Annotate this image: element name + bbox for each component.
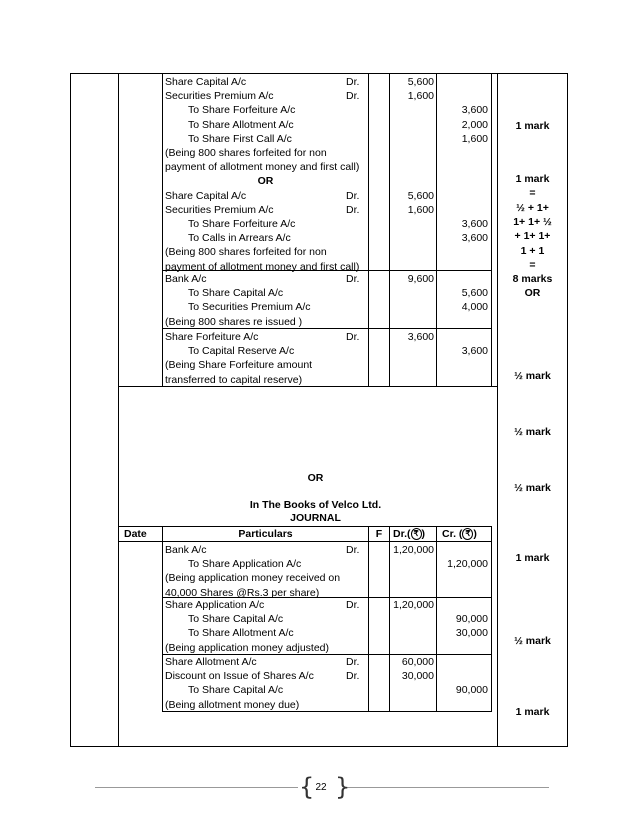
header-date: Date [124,528,147,540]
debit-amount: 1,600 [407,203,434,216]
credit-amount: 90,000 [455,613,488,626]
mark-4: ½ mark [514,426,551,438]
outer-top-border [70,73,568,74]
particulars-text: Securities Premium A/c [165,90,274,103]
outer-bottom-border [70,746,568,747]
mark-8: 1 mark [515,706,550,718]
inner1-particulars-left [162,73,163,386]
rupee-icon: ₹ [462,528,473,540]
particulars-text: To Share Forfeiture A/c [188,104,296,117]
credit-amount: 3,600 [461,345,488,358]
particulars-text: (Being 800 shares forfeited for non [165,246,327,259]
particulars-text: To Share Capital A/c [188,613,284,626]
credit-amount: 1,600 [461,132,488,145]
outer-left-border [70,73,71,746]
inner1-f-left [368,73,369,386]
particulars-text: payment of allotment money and first call) [165,260,360,273]
particulars-text: Share Forfeiture A/c [165,331,259,343]
header-debit: Dr.( ₹ ) [393,528,426,540]
debit-marker: Dr. [346,273,360,285]
outer-right-border [567,73,568,746]
debit-amount: 5,600 [407,189,434,202]
particulars-text: Bank A/c [165,544,207,556]
header-credit: Cr. ( ₹ ) [442,528,477,540]
debit-amount: 3,600 [407,331,434,343]
particulars-text: To Securities Premium A/c [188,301,311,314]
date-column-line [118,73,119,746]
mark-breakdown-line: OR [524,287,541,300]
inner2-particulars-left [162,526,163,712]
particulars-text: To Share Allotment A/c [188,118,294,131]
particulars-text: Share Application A/c [165,599,265,611]
mark-breakdown-line: = [529,187,536,200]
books-title: In The Books of Velco Ltd. [249,499,382,511]
particulars-text: Discount on Issue of Shares A/c [165,670,314,683]
particulars-text: To Share Capital A/c [188,684,284,697]
mark-breakdown-line: 1 + 1 [520,244,545,257]
particulars-text: Bank A/c [165,273,207,285]
credit-amount: 3,600 [461,232,488,245]
particulars-text: transferred to capital reserve) [165,373,303,386]
debit-amount: 1,600 [407,90,434,103]
footer-line-right [346,787,549,788]
rupee-icon: ₹ [411,528,422,540]
mark-6: 1 mark [515,552,550,564]
mark-breakdown-line: = [529,258,536,271]
debit-amount: 9,600 [407,273,434,285]
debit-marker: Dr. [346,331,360,343]
particulars-text: (Being allotment money due) [165,698,300,711]
particulars-text: To Share Capital A/c [188,287,284,300]
debit-marker: Dr. [346,76,360,88]
particulars-text: payment of allotment money and first call) [165,161,360,174]
credit-amount: 3,600 [461,218,488,230]
particulars-text: 40,000 Shares @Rs.3 per share) [165,586,320,599]
credit-amount: 2,000 [461,118,488,131]
particulars-text: To Share Forfeiture A/c [188,218,296,230]
particulars-text: Share Capital A/c [165,189,247,202]
particulars-text: (Being 800 shares re issued ) [165,315,303,328]
or-separator: OR [307,472,324,484]
particulars-text: Share Capital A/c [165,76,247,88]
particulars-text: To Share Application A/c [188,558,302,571]
particulars-text: (Being application money received on [165,572,341,585]
debit-amount: 30,000 [401,670,434,683]
credit-amount: 30,000 [455,627,488,640]
particulars-text: Securities Premium A/c [165,203,274,216]
credit-amount: 1,20,000 [447,558,488,571]
mark-5: ½ mark [514,482,551,494]
debit-marker: Dr. [346,670,360,683]
footer-brace-right: } [335,773,351,801]
journal-title: JOURNAL [290,512,341,524]
credit-amount: 4,000 [461,301,488,314]
mark-breakdown-line: ½ + 1+ [516,201,549,214]
mark-breakdown-line: 1+ 1+ ½ [513,215,552,228]
header-credit-label: Cr. ( [442,528,463,540]
footer-line-left [95,787,298,788]
particulars-text: To Share First Call A/c [188,132,292,145]
debit-marker: Dr. [346,544,360,556]
inner2-f-left [368,526,369,712]
debit-marker: Dr. [346,203,360,216]
header-particulars: Particulars [238,528,293,540]
debit-amount: 5,600 [407,76,434,88]
credit-amount: 3,600 [461,104,488,117]
mark-breakdown-line: 1 mark [515,173,550,185]
mark-7: ½ mark [514,635,551,647]
page-number: 22 [315,782,327,793]
particulars-text: OR [257,175,274,188]
particulars-text: (Being application money adjusted) [165,641,330,654]
particulars-text: To Share Allotment A/c [188,627,294,640]
credit-amount: 90,000 [455,684,488,697]
particulars-text: (Being 800 shares forfeited for non [165,147,327,159]
debit-marker: Dr. [346,656,360,668]
particulars-text: (Being Share Forfeiture amount [165,359,313,372]
particulars-text: To Capital Reserve A/c [188,345,295,358]
credit-amount: 5,600 [461,287,488,300]
debit-amount: 1,20,000 [393,544,434,556]
debit-marker: Dr. [346,90,360,103]
inner2-right [491,526,492,712]
mark-3: ½ mark [514,370,551,382]
debit-marker: Dr. [346,189,360,202]
mark-breakdown-line: + 1+ 1+ [514,230,551,243]
mark-1: 1 mark [515,120,550,132]
debit-amount: 60,000 [401,656,434,668]
footer-brace-left: { [299,773,315,801]
mark-breakdown-line: 8 marks [512,273,553,286]
header-debit-label: Dr.( [393,528,411,540]
header-folio: F [375,528,383,540]
particulars-text: Share Allotment A/c [165,656,257,668]
debit-amount: 1,20,000 [393,599,434,611]
inner1-right [491,73,492,386]
debit-marker: Dr. [346,599,360,611]
particulars-text: To Calls in Arrears A/c [188,232,291,245]
